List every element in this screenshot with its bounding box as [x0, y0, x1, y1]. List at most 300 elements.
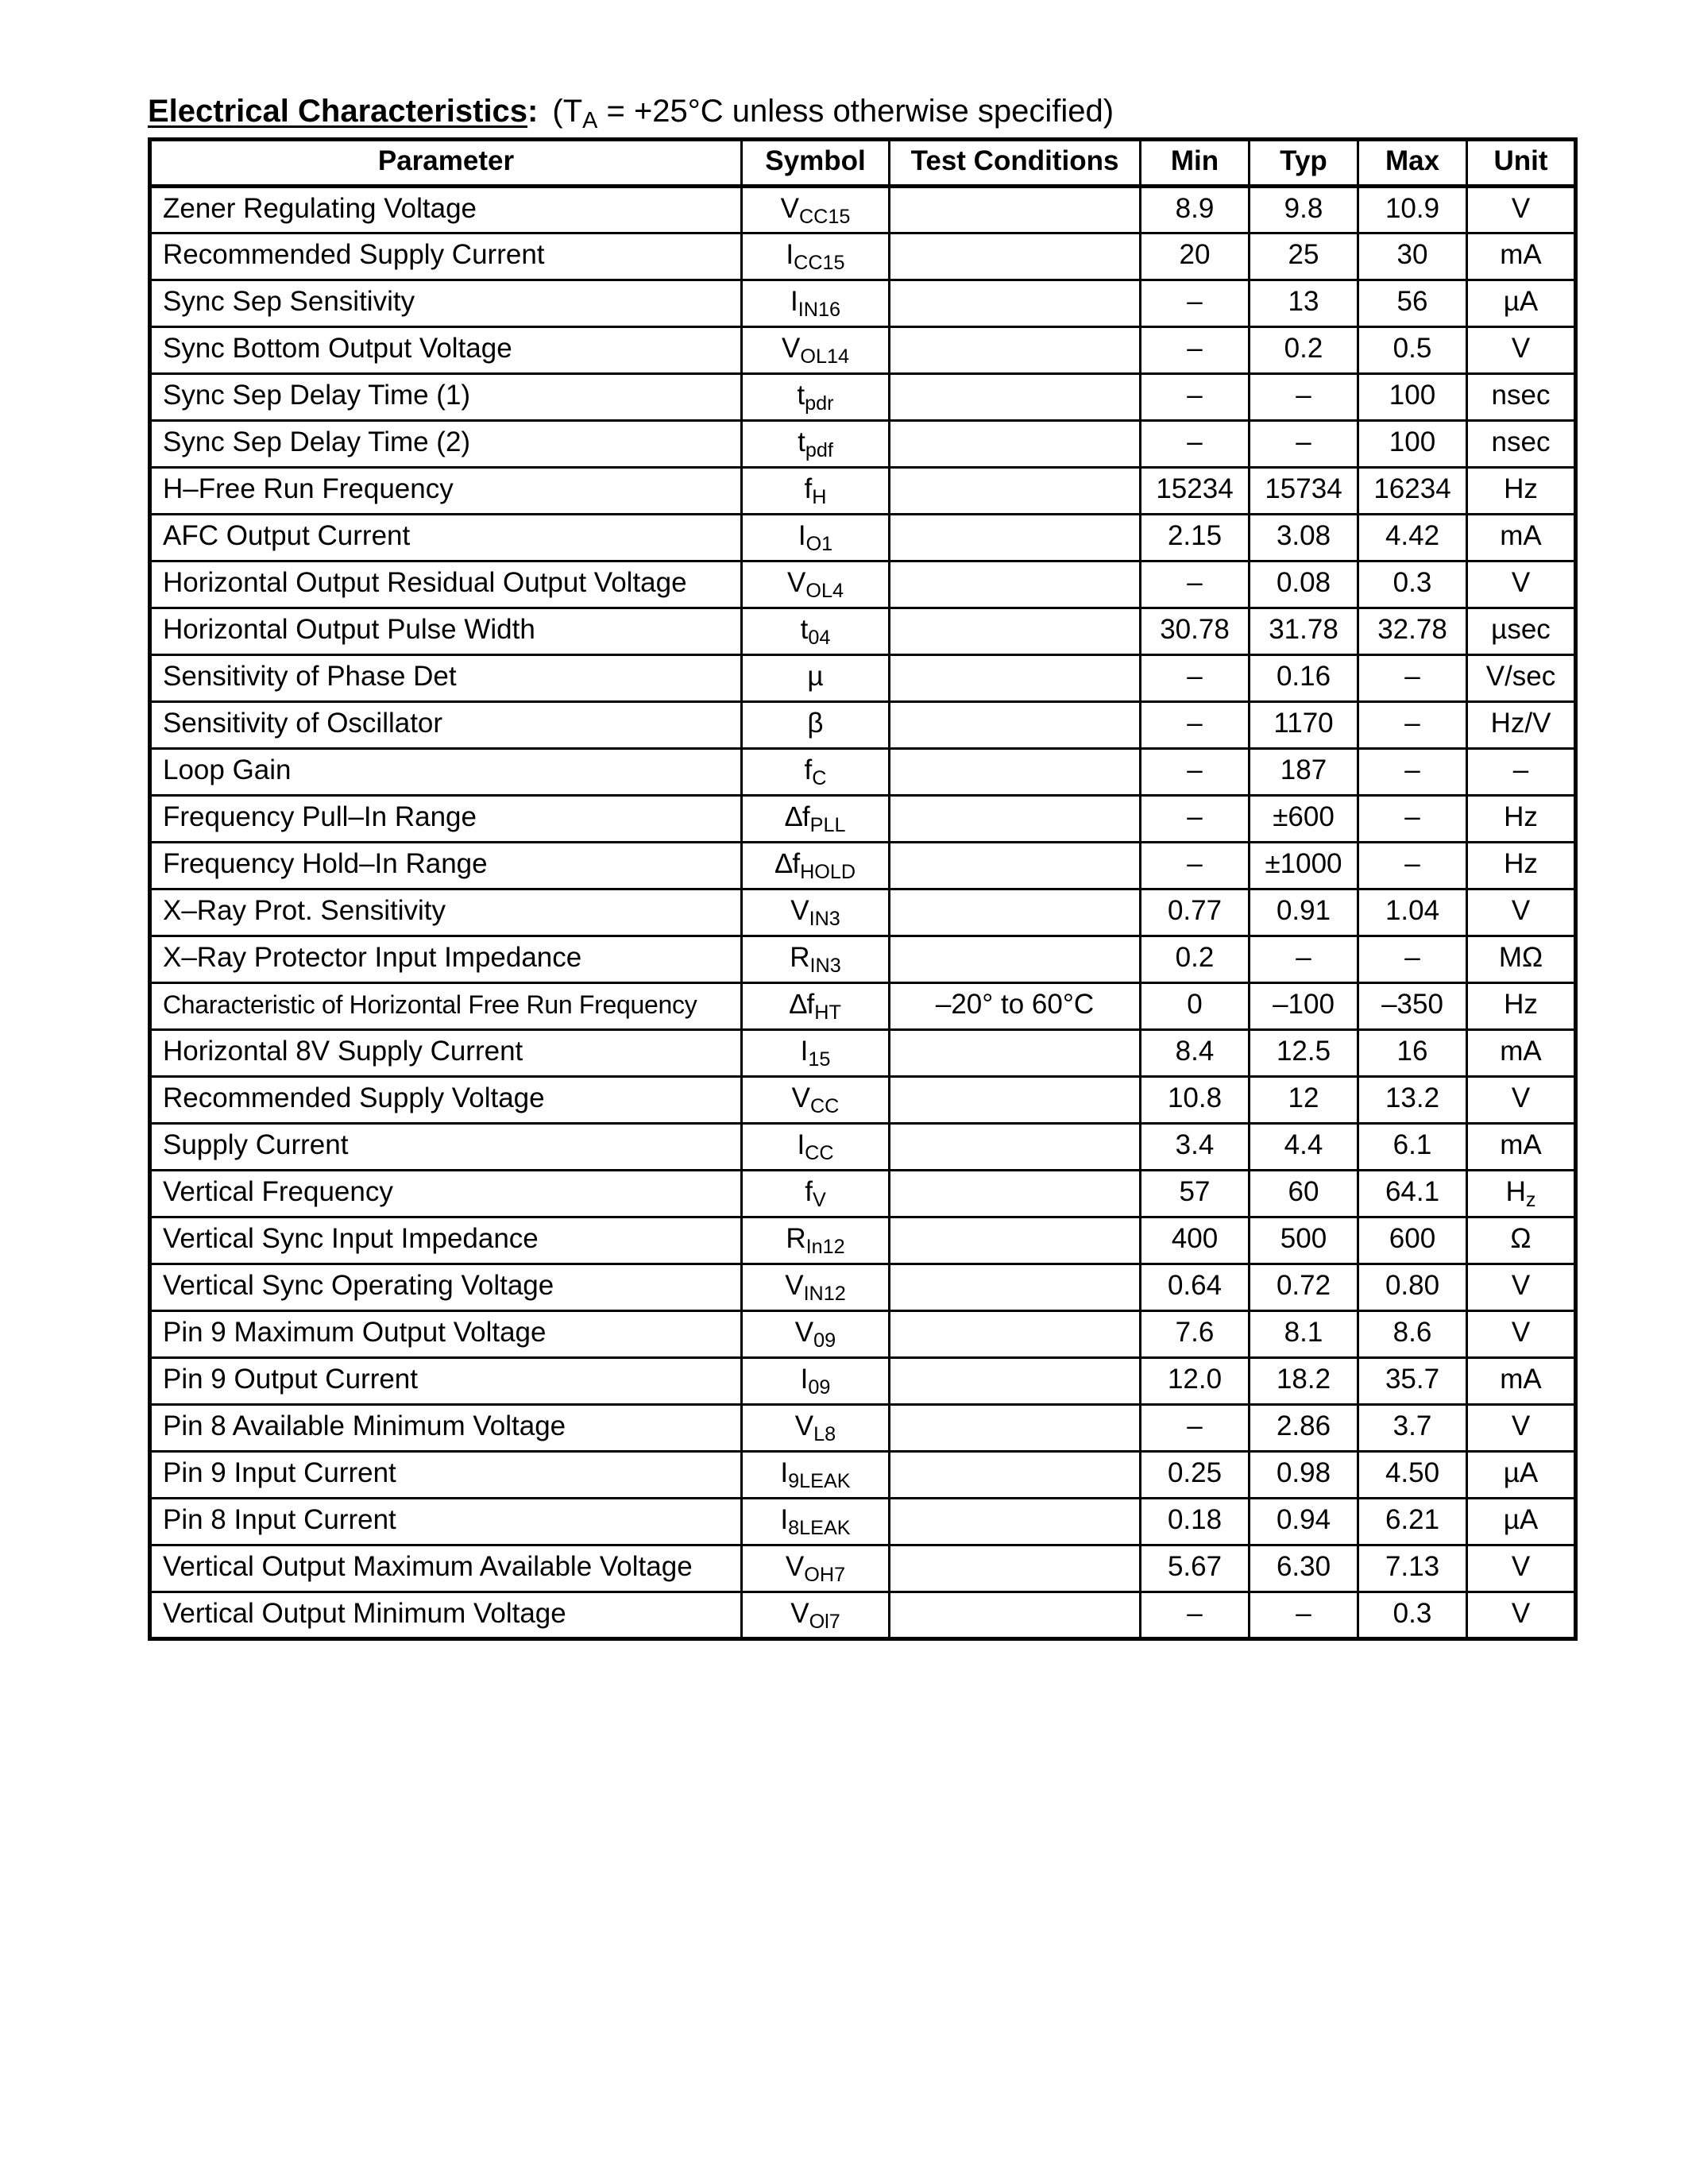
typ-cell: 12.5: [1250, 1030, 1358, 1077]
symbol-cell: [742, 187, 890, 233]
test-conditions-cell: [890, 1358, 1141, 1405]
test-conditions-cell: [890, 1217, 1141, 1264]
parameter-cell: Recommended Supply Voltage: [150, 1077, 742, 1124]
symbol-main: I: [790, 286, 798, 317]
unit-main: µA: [1503, 1457, 1539, 1488]
symbol-main: I: [798, 520, 806, 551]
max-cell: 56: [1358, 280, 1467, 327]
symbol-subscript: 09: [813, 1329, 836, 1352]
symbol-cell: [742, 1452, 890, 1499]
unit-main: V: [1511, 1598, 1531, 1629]
unit-cell: [1467, 749, 1576, 796]
symbol-main: t: [797, 380, 805, 411]
table-row: [150, 1405, 1576, 1452]
unit-cell: [1467, 936, 1576, 983]
symbol-main: ∆f: [774, 848, 801, 879]
parameter-cell: Sync Bottom Output Voltage: [150, 327, 742, 374]
symbol-subscript: 15: [808, 1048, 831, 1071]
table-row: [150, 421, 1576, 468]
typ-cell: 60: [1250, 1171, 1358, 1217]
symbol-cell: [742, 1171, 890, 1217]
test-conditions-cell: [890, 515, 1141, 561]
typ-cell: –: [1250, 421, 1358, 468]
min-cell: –: [1141, 1592, 1250, 1639]
symbol-subscript: IN3: [809, 908, 840, 931]
column-header-unit: Unit: [1467, 140, 1576, 187]
parameter-cell: Sensitivity of Phase Det: [150, 655, 742, 702]
max-cell: –: [1358, 936, 1467, 983]
unit-cell: [1467, 1264, 1576, 1311]
min-cell: 10.8: [1141, 1077, 1250, 1124]
typ-cell: 4.4: [1250, 1124, 1358, 1171]
table-row: [150, 983, 1576, 1030]
unit-cell: [1467, 233, 1576, 280]
symbol-cell: [742, 608, 890, 655]
typ-cell: ±600: [1250, 796, 1358, 843]
symbol-subscript: OH7: [804, 1564, 846, 1587]
unit-cell: [1467, 187, 1576, 233]
typ-cell: 18.2: [1250, 1358, 1358, 1405]
table-row: [150, 1030, 1576, 1077]
max-cell: –: [1358, 843, 1467, 889]
symbol-main: I: [800, 1036, 809, 1067]
min-cell: 57: [1141, 1171, 1250, 1217]
symbol-subscript: IN12: [803, 1283, 846, 1306]
test-conditions-cell: [890, 233, 1141, 280]
test-conditions-cell: [890, 468, 1141, 515]
typ-cell: 0.91: [1250, 889, 1358, 936]
symbol-main: ∆f: [790, 989, 815, 1020]
min-cell: 0.2: [1141, 936, 1250, 983]
column-header-max: Max: [1358, 140, 1467, 187]
table-row: [150, 233, 1576, 280]
parameter-cell: Pin 9 Input Current: [150, 1452, 742, 1499]
symbol-cell: [742, 468, 890, 515]
parameter-cell: Pin 9 Maximum Output Voltage: [150, 1311, 742, 1358]
unit-main: H: [1505, 1176, 1526, 1207]
heading-condition: [552, 94, 1114, 134]
unit-main: –: [1512, 754, 1529, 785]
max-cell: 6.21: [1358, 1499, 1467, 1545]
symbol-main: I: [780, 1457, 789, 1488]
test-conditions-cell: [890, 1311, 1141, 1358]
typ-cell: 15734: [1250, 468, 1358, 515]
symbol-cell: [742, 1030, 890, 1077]
symbol-cell: [742, 1077, 890, 1124]
table-body: [150, 187, 1576, 1639]
symbol-main: V: [794, 1410, 814, 1441]
min-cell: 3.4: [1141, 1124, 1250, 1171]
symbol-cell: [742, 515, 890, 561]
max-cell: 8.6: [1358, 1311, 1467, 1358]
parameter-cell: Frequency Pull–In Range: [150, 796, 742, 843]
min-cell: –: [1141, 702, 1250, 749]
max-cell: 600: [1358, 1217, 1467, 1264]
symbol-subscript: V: [812, 1189, 826, 1212]
typ-cell: –100: [1250, 983, 1358, 1030]
symbol-subscript: pdr: [805, 392, 834, 415]
table-row: [150, 1452, 1576, 1499]
table-row: [150, 1499, 1576, 1545]
table-row: [150, 843, 1576, 889]
table-row: [150, 515, 1576, 561]
typ-cell: 0.72: [1250, 1264, 1358, 1311]
max-cell: –: [1358, 749, 1467, 796]
min-cell: –: [1141, 327, 1250, 374]
unit-cell: [1467, 1545, 1576, 1592]
symbol-main: V: [782, 333, 801, 364]
heading-colon: :: [527, 94, 539, 129]
table-row: [150, 187, 1576, 233]
max-cell: 16234: [1358, 468, 1467, 515]
parameter-cell: Sync Sep Delay Time (2): [150, 421, 742, 468]
test-conditions-cell: [890, 796, 1141, 843]
symbol-cell: [742, 233, 890, 280]
min-cell: 0: [1141, 983, 1250, 1030]
test-conditions-cell: [890, 1077, 1141, 1124]
typ-cell: 25: [1250, 233, 1358, 280]
min-cell: 8.9: [1141, 187, 1250, 233]
symbol-main: f: [804, 754, 813, 785]
symbol-cell: [742, 749, 890, 796]
max-cell: 32.78: [1358, 608, 1467, 655]
symbol-main: I: [786, 239, 794, 270]
max-cell: 7.13: [1358, 1545, 1467, 1592]
unit-main: Ω: [1510, 1223, 1532, 1254]
min-cell: –: [1141, 796, 1250, 843]
typ-cell: 500: [1250, 1217, 1358, 1264]
unit-main: µA: [1503, 1504, 1539, 1535]
max-cell: 10.9: [1358, 187, 1467, 233]
heading-condition-subscript: A: [582, 108, 598, 134]
unit-main: V: [1511, 193, 1531, 224]
test-conditions-cell: [890, 1030, 1141, 1077]
symbol-subscript: L8: [813, 1423, 836, 1446]
symbol-subscript: CC: [809, 1095, 840, 1118]
parameter-cell: Pin 8 Input Current: [150, 1499, 742, 1545]
table-row: [150, 1358, 1576, 1405]
column-header-symbol: Symbol: [742, 140, 890, 187]
table-row: [150, 1124, 1576, 1171]
symbol-cell: [742, 561, 890, 608]
table-row: [150, 1171, 1576, 1217]
table-row: [150, 327, 1576, 374]
unit-main: nsec: [1491, 380, 1551, 411]
unit-main: Hz: [1504, 473, 1538, 504]
parameter-cell: Vertical Sync Input Impedance: [150, 1217, 742, 1264]
symbol-main: f: [805, 1176, 813, 1207]
typ-cell: 0.16: [1250, 655, 1358, 702]
unit-main: Hz: [1504, 801, 1538, 832]
page-heading: [148, 89, 1114, 133]
test-conditions-cell: [890, 702, 1141, 749]
symbol-cell: [742, 1311, 890, 1358]
symbol-main: V: [794, 1317, 814, 1348]
unit-subscript: z: [1525, 1189, 1536, 1212]
table-row: [150, 1217, 1576, 1264]
symbol-main: V: [787, 567, 806, 598]
typ-cell: 0.2: [1250, 327, 1358, 374]
test-conditions-cell: [890, 421, 1141, 468]
symbol-subscript: IN3: [809, 955, 841, 978]
test-conditions-cell: [890, 889, 1141, 936]
symbol-main: V: [785, 1551, 805, 1582]
unit-main: V: [1511, 1551, 1531, 1582]
symbol-subscript: O1: [805, 533, 833, 556]
unit-cell: [1467, 561, 1576, 608]
table-row: [150, 561, 1576, 608]
table-row: [150, 280, 1576, 327]
symbol-subscript: OL14: [800, 345, 849, 369]
symbol-main: I: [797, 1129, 805, 1160]
unit-main: µA: [1503, 286, 1539, 317]
test-conditions-cell: [890, 1405, 1141, 1452]
unit-cell: [1467, 374, 1576, 421]
typ-cell: 3.08: [1250, 515, 1358, 561]
heading-condition-suffix: = +25°C unless otherwise specified): [597, 94, 1114, 129]
typ-cell: 31.78: [1250, 608, 1358, 655]
typ-cell: –: [1250, 1592, 1358, 1639]
symbol-subscript: PLL: [809, 814, 846, 837]
symbol-main: ∆f: [785, 801, 810, 832]
symbol-subscript: Ol7: [809, 1611, 840, 1634]
unit-main: V: [1511, 1317, 1531, 1348]
unit-main: µsec: [1491, 614, 1551, 645]
column-header-parameter: Parameter: [150, 140, 742, 187]
typ-cell: –: [1250, 374, 1358, 421]
unit-main: V: [1511, 567, 1531, 598]
symbol-cell: [742, 1124, 890, 1171]
symbol-cell: [742, 843, 890, 889]
min-cell: 400: [1141, 1217, 1250, 1264]
parameter-cell: Frequency Hold–In Range: [150, 843, 742, 889]
test-conditions-cell: [890, 1452, 1141, 1499]
unit-main: V: [1511, 333, 1531, 364]
table-row: [150, 1592, 1576, 1639]
test-conditions-cell: [890, 374, 1141, 421]
parameter-cell: Vertical Sync Operating Voltage: [150, 1264, 742, 1311]
parameter-cell: Characteristic of Horizontal Free Run Frequency: [150, 983, 742, 1030]
max-cell: 3.7: [1358, 1405, 1467, 1452]
symbol-subscript: CC: [805, 1142, 834, 1165]
max-cell: 16: [1358, 1030, 1467, 1077]
parameter-cell: Pin 9 Output Current: [150, 1358, 742, 1405]
symbol-main: I: [800, 1364, 809, 1395]
test-conditions-cell: [890, 1264, 1141, 1311]
test-conditions-cell: [890, 655, 1141, 702]
symbol-cell: [742, 655, 890, 702]
test-conditions-cell: [890, 1545, 1141, 1592]
max-cell: –: [1358, 796, 1467, 843]
unit-main: nsec: [1491, 426, 1551, 457]
parameter-cell: Sensitivity of Oscillator: [150, 702, 742, 749]
max-cell: –: [1358, 702, 1467, 749]
table-row: [150, 1311, 1576, 1358]
unit-main: mA: [1500, 239, 1542, 270]
test-conditions-cell: [890, 561, 1141, 608]
max-cell: 64.1: [1358, 1171, 1467, 1217]
unit-main: V/sec: [1485, 661, 1556, 692]
min-cell: 0.25: [1141, 1452, 1250, 1499]
unit-cell: [1467, 327, 1576, 374]
column-header-test-conditions: Test Conditions: [890, 140, 1141, 187]
unit-cell: [1467, 515, 1576, 561]
test-conditions-cell: [890, 1171, 1141, 1217]
parameter-cell: Horizontal Output Residual Output Voltage: [150, 561, 742, 608]
table-row: [150, 374, 1576, 421]
unit-cell: [1467, 843, 1576, 889]
unit-main: Hz: [1504, 989, 1538, 1020]
parameter-cell: H–Free Run Frequency: [150, 468, 742, 515]
symbol-main: µ: [807, 661, 824, 692]
typ-cell: 8.1: [1250, 1311, 1358, 1358]
unit-main: mA: [1500, 1036, 1542, 1067]
min-cell: 0.18: [1141, 1499, 1250, 1545]
symbol-cell: [742, 889, 890, 936]
symbol-subscript: 8LEAK: [788, 1517, 851, 1540]
test-conditions-cell: [890, 327, 1141, 374]
parameter-cell: Horizontal Output Pulse Width: [150, 608, 742, 655]
test-conditions-cell: [890, 1499, 1141, 1545]
symbol-subscript: In12: [805, 1236, 845, 1259]
min-cell: 0.64: [1141, 1264, 1250, 1311]
symbol-subscript: OL4: [805, 580, 844, 603]
typ-cell: 13: [1250, 280, 1358, 327]
max-cell: –350: [1358, 983, 1467, 1030]
parameter-cell: X–Ray Protector Input Impedance: [150, 936, 742, 983]
symbol-subscript: 09: [808, 1376, 831, 1399]
symbol-main: V: [790, 1598, 809, 1629]
symbol-main: f: [804, 473, 813, 504]
table-row: [150, 889, 1576, 936]
table-row: [150, 702, 1576, 749]
typ-cell: 0.98: [1250, 1452, 1358, 1499]
min-cell: –: [1141, 561, 1250, 608]
parameter-cell: Sync Sep Delay Time (1): [150, 374, 742, 421]
unit-main: V: [1511, 1082, 1531, 1113]
unit-cell: [1467, 1499, 1576, 1545]
max-cell: 13.2: [1358, 1077, 1467, 1124]
max-cell: 35.7: [1358, 1358, 1467, 1405]
symbol-cell: [742, 374, 890, 421]
symbol-cell: [742, 1217, 890, 1264]
symbol-main: β: [807, 708, 824, 739]
typ-cell: 0.08: [1250, 561, 1358, 608]
unit-cell: [1467, 1124, 1576, 1171]
max-cell: 0.3: [1358, 1592, 1467, 1639]
max-cell: 0.3: [1358, 561, 1467, 608]
min-cell: 8.4: [1141, 1030, 1250, 1077]
test-conditions-cell: [890, 608, 1141, 655]
parameter-cell: Recommended Supply Current: [150, 233, 742, 280]
unit-cell: [1467, 1030, 1576, 1077]
typ-cell: 0.94: [1250, 1499, 1358, 1545]
test-conditions-cell: [890, 749, 1141, 796]
parameter-cell: Supply Current: [150, 1124, 742, 1171]
table-header: [150, 140, 1576, 187]
test-conditions-cell: [890, 1124, 1141, 1171]
unit-cell: [1467, 421, 1576, 468]
symbol-main: I: [780, 1504, 789, 1535]
parameter-cell: X–Ray Prot. Sensitivity: [150, 889, 742, 936]
symbol-main: R: [790, 942, 810, 973]
unit-cell: [1467, 796, 1576, 843]
symbol-cell: [742, 983, 890, 1030]
min-cell: 15234: [1141, 468, 1250, 515]
test-conditions-cell: [890, 936, 1141, 983]
table-row: [150, 936, 1576, 983]
parameter-cell: AFC Output Current: [150, 515, 742, 561]
unit-cell: [1467, 1311, 1576, 1358]
table-row: [150, 608, 1576, 655]
parameter-cell: Zener Regulating Voltage: [150, 187, 742, 233]
unit-cell: [1467, 1405, 1576, 1452]
symbol-main: V: [790, 895, 809, 926]
unit-cell: [1467, 280, 1576, 327]
symbol-main: V: [780, 193, 799, 224]
unit-cell: [1467, 468, 1576, 515]
test-conditions-cell: [890, 1592, 1141, 1639]
table-row: [150, 655, 1576, 702]
symbol-cell: [742, 702, 890, 749]
parameter-cell: Vertical Output Minimum Voltage: [150, 1592, 742, 1639]
electrical-characteristics-table: [148, 137, 1578, 1641]
symbol-subscript: 04: [808, 627, 831, 650]
symbol-cell: [742, 1592, 890, 1639]
column-header-min: Min: [1141, 140, 1250, 187]
parameter-cell: Vertical Frequency: [150, 1171, 742, 1217]
unit-main: MΩ: [1498, 942, 1543, 973]
table-row: [150, 468, 1576, 515]
symbol-cell: [742, 1358, 890, 1405]
unit-cell: [1467, 1171, 1576, 1217]
symbol-cell: [742, 280, 890, 327]
unit-cell: [1467, 1452, 1576, 1499]
test-conditions-cell: [890, 187, 1141, 233]
min-cell: 2.15: [1141, 515, 1250, 561]
symbol-subscript: IN16: [798, 299, 840, 322]
unit-main: Hz: [1504, 848, 1538, 879]
symbol-cell: [742, 1264, 890, 1311]
min-cell: 7.6: [1141, 1311, 1250, 1358]
parameter-cell: Vertical Output Maximum Available Voltage: [150, 1545, 742, 1592]
unit-main: mA: [1500, 1364, 1542, 1395]
unit-cell: [1467, 702, 1576, 749]
max-cell: 4.50: [1358, 1452, 1467, 1499]
max-cell: 0.80: [1358, 1264, 1467, 1311]
symbol-main: V: [785, 1270, 804, 1301]
typ-cell: –: [1250, 936, 1358, 983]
table-row: [150, 1077, 1576, 1124]
max-cell: –: [1358, 655, 1467, 702]
min-cell: 0.77: [1141, 889, 1250, 936]
symbol-main: R: [786, 1223, 806, 1254]
header-row: [150, 140, 1576, 187]
parameter-cell: Sync Sep Sensitivity: [150, 280, 742, 327]
symbol-cell: [742, 1499, 890, 1545]
symbol-subscript: HT: [814, 1001, 841, 1024]
symbol-cell: [742, 1545, 890, 1592]
min-cell: –: [1141, 280, 1250, 327]
unit-main: mA: [1500, 520, 1542, 551]
symbol-subscript: pdf: [805, 439, 833, 462]
min-cell: –: [1141, 374, 1250, 421]
min-cell: –: [1141, 749, 1250, 796]
symbol-main: t: [798, 426, 805, 457]
max-cell: 100: [1358, 374, 1467, 421]
symbol-subscript: 9LEAK: [788, 1470, 851, 1493]
typ-cell: 6.30: [1250, 1545, 1358, 1592]
